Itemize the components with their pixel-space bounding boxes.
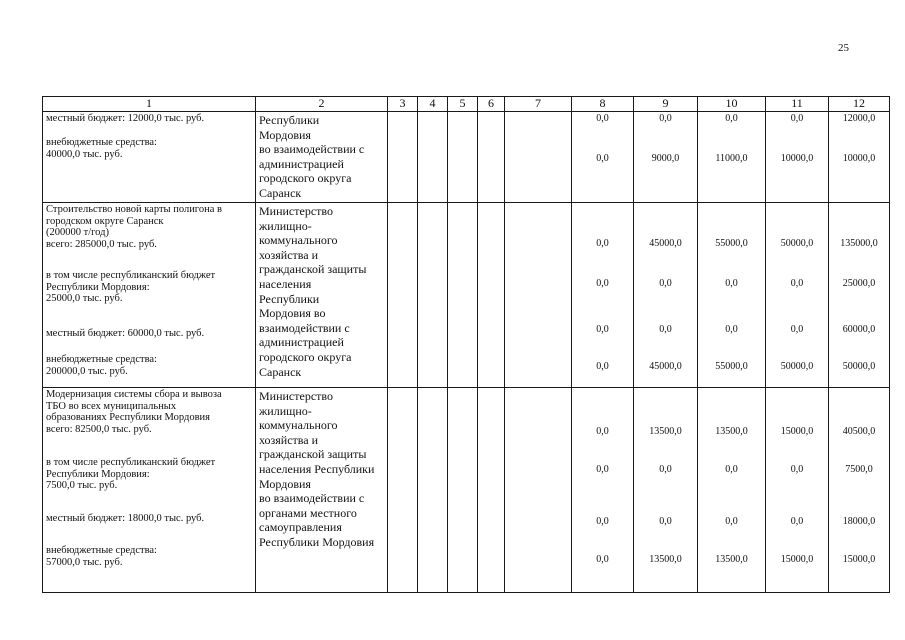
empty-cell: [448, 203, 478, 388]
column-header: 9: [634, 97, 698, 112]
column-header: 4: [418, 97, 448, 112]
amount-value: 50000,0: [780, 238, 814, 249]
empty-cell: [505, 112, 572, 203]
funding-line: в том числе республиканский бюджет Республики Мордовия: 7500,0 тыс. руб.: [46, 457, 216, 492]
amount-value: 45000,0: [649, 361, 682, 372]
column-header: 10: [698, 97, 766, 112]
amount-value: 12000,0: [842, 113, 876, 124]
amount-value: 0,0: [596, 113, 609, 124]
executor-cell: Республики Мордовия во взаимодействии с администрацией городского округа Саранск: [256, 112, 388, 203]
amount-value: 9000,0: [651, 153, 680, 164]
amount-value: 13500,0: [649, 554, 682, 565]
amount-cell: [572, 112, 634, 203]
amount-value: 25000,0: [842, 278, 876, 289]
amount-value: 15000,0: [842, 554, 876, 565]
measure-description-cell: [43, 203, 256, 388]
amount-cell: [766, 112, 829, 203]
amount-value: 0,0: [790, 464, 804, 475]
empty-cell: [478, 203, 505, 388]
amount-value: 0,0: [659, 516, 672, 527]
page-number: 25: [838, 42, 849, 54]
amount-value: 0,0: [725, 324, 738, 335]
empty-cell: [418, 388, 448, 593]
amount-value: 0,0: [790, 516, 804, 527]
amount-value: 10000,0: [842, 153, 876, 164]
column-header: 6: [478, 97, 505, 112]
amount-value: 10000,0: [780, 153, 814, 164]
amount-value: 0,0: [596, 153, 609, 164]
amount-value: 60000,0: [842, 324, 876, 335]
amount-value: 50000,0: [842, 361, 876, 372]
amount-value: 0,0: [659, 113, 672, 124]
amount-value: 0,0: [790, 278, 804, 289]
amount-value: 0,0: [790, 113, 804, 124]
column-header: 11: [766, 97, 829, 112]
amount-cell: [766, 388, 829, 593]
amount-value: 0,0: [596, 554, 609, 565]
amount-value: 0,0: [659, 464, 672, 475]
column-header: 8: [572, 97, 634, 112]
amount-value: 0,0: [596, 324, 609, 335]
table-row: [43, 388, 890, 593]
budget-table: [42, 96, 890, 593]
funding-line: Строительство новой карты полигона в городском округе Саранск (200000 т/год) всего: 285000,0 тыс. руб.: [46, 204, 222, 250]
amount-cell: [698, 388, 766, 593]
amount-cell: [766, 203, 829, 388]
measure-description-cell: [43, 388, 256, 593]
amount-cell: [829, 203, 890, 388]
empty-cell: [388, 388, 418, 593]
empty-cell: [388, 112, 418, 203]
funding-line: местный бюджет: 60000,0 тыс. руб.: [46, 328, 205, 339]
table-row: [43, 203, 890, 388]
amount-value: 0,0: [725, 464, 738, 475]
funding-line: внебюджетные средства: 57000,0 тыс. руб.: [46, 545, 157, 568]
amount-cell: [829, 112, 890, 203]
amount-value: 0,0: [725, 516, 738, 527]
empty-cell: [448, 112, 478, 203]
executor-cell: Министерство жилищно- коммунального хозяйства и гражданской защиты населения Республики Мордовия во взаимодействии с органами местного самоуправления Республики Мордовия: [256, 388, 388, 593]
budget-table-sheet: [42, 96, 889, 593]
empty-cell: [505, 388, 572, 593]
header-row: [43, 97, 890, 112]
amount-value: 0,0: [596, 361, 609, 372]
column-header: 2: [256, 97, 388, 112]
amount-cell: [634, 112, 698, 203]
amount-value: 0,0: [725, 278, 738, 289]
funding-line: местный бюджет: 12000,0 тыс. руб.: [46, 113, 205, 124]
amount-value: 55000,0: [715, 361, 748, 372]
measure-description-cell: [43, 112, 256, 203]
amount-value: 18000,0: [842, 516, 876, 527]
amount-value: 45000,0: [649, 238, 682, 249]
amount-cell: [634, 203, 698, 388]
amount-value: 0,0: [596, 516, 609, 527]
amount-value: 0,0: [659, 278, 672, 289]
executor-cell: Министерство жилищно- коммунального хозяйства и гражданской защиты населения Республики Мордовия во взаимодействии с администрацией городского округа Саранск: [256, 203, 388, 388]
empty-cell: [478, 388, 505, 593]
amount-value: 7500,0: [845, 464, 873, 475]
table-row: [43, 112, 890, 203]
column-header: 3: [388, 97, 418, 112]
funding-line: Модернизация системы сбора и вывоза ТБО во всех муниципальных образованиях Республики Мордовия всего: 82500,0 тыс. руб.: [46, 389, 222, 435]
amount-value: 0,0: [659, 324, 672, 335]
amount-value: 40500,0: [842, 426, 876, 437]
amount-value: 13500,0: [649, 426, 682, 437]
amount-value: 11000,0: [715, 153, 748, 164]
funding-line: внебюджетные средства: 40000,0 тыс. руб.: [46, 137, 157, 160]
funding-line: в том числе республиканский бюджет Республики Мордовия: 25000,0 тыс. руб.: [46, 270, 216, 305]
amount-value: 0,0: [596, 464, 609, 475]
column-header: 12: [829, 97, 890, 112]
funding-line: внебюджетные средства: 200000,0 тыс. руб.: [46, 354, 157, 377]
funding-line: местный бюджет: 18000,0 тыс. руб.: [46, 513, 205, 524]
amount-value: 0,0: [725, 113, 738, 124]
amount-cell: [634, 388, 698, 593]
amount-value: 13500,0: [715, 554, 748, 565]
column-header: 7: [505, 97, 572, 112]
amount-value: 0,0: [596, 278, 609, 289]
empty-cell: [448, 388, 478, 593]
amount-value: 50000,0: [780, 361, 814, 372]
amount-value: 13500,0: [715, 426, 748, 437]
empty-cell: [505, 203, 572, 388]
column-header: 1: [43, 97, 256, 112]
empty-cell: [418, 112, 448, 203]
empty-cell: [388, 203, 418, 388]
amount-value: 55000,0: [715, 238, 748, 249]
amount-value: 0,0: [596, 426, 609, 437]
amount-cell: [572, 203, 634, 388]
amount-value: 0,0: [790, 324, 804, 335]
empty-cell: [418, 203, 448, 388]
amount-value: 15000,0: [780, 554, 814, 565]
amount-value: 0,0: [596, 238, 609, 249]
amount-cell: [829, 388, 890, 593]
amount-cell: [698, 112, 766, 203]
amount-cell: [572, 388, 634, 593]
amount-value: 135000,0: [840, 238, 878, 249]
amount-value: 15000,0: [780, 426, 814, 437]
column-header: 5: [448, 97, 478, 112]
amount-cell: [698, 203, 766, 388]
empty-cell: [478, 112, 505, 203]
